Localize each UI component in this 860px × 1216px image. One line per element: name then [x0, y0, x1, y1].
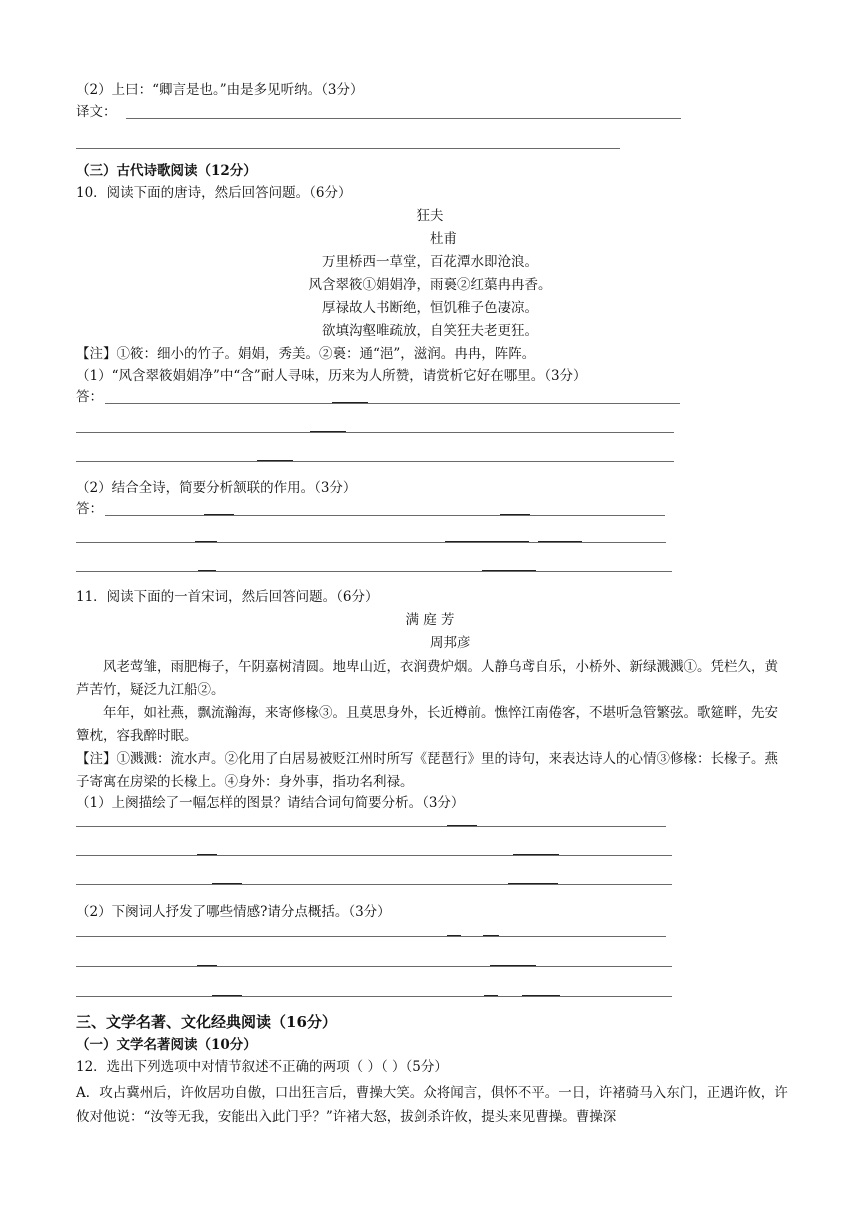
answer-line — [76, 542, 666, 543]
q11-note: 【注】①溅溅：流水声。②化用了白居易被贬江州时所写《琵琶行》里的诗句，来表达诗人的心情③修椽：长椽子。燕子寄寓在房梁的长椽上。④身外：身外事，指功名利禄。 — [76, 751, 778, 790]
answer-line — [76, 461, 674, 462]
answer-line-mark — [513, 854, 559, 855]
poem-line: 万里桥西一草堂，百花潭水即沧浪。 — [322, 254, 538, 270]
answer-line — [76, 855, 672, 856]
q10-sub2: （2）结合全诗，简要分析颔联的作用。（3分） — [76, 480, 357, 496]
answer-line-mark — [482, 570, 536, 571]
answer-label: 答： — [76, 389, 103, 405]
poem-title: 狂夫 — [416, 208, 444, 224]
answer-line-mark — [257, 460, 293, 461]
answer-line-mark — [500, 514, 530, 515]
answer-line-mark — [310, 431, 346, 432]
answer-line — [76, 966, 672, 967]
q10-note: 【注】①筱：细小的竹子。娟娟，秀美。②裛：通“浥”，滋润。冉冉，阵阵。 — [76, 346, 536, 362]
answer-line-mark — [445, 541, 529, 542]
answer-line — [105, 403, 680, 404]
answer-line-mark — [197, 965, 217, 966]
poem-line: 厚禄故人书断绝，恒饥稚子色凄凉。 — [322, 300, 538, 316]
q10-sub1: （1）“风含翠筱娟娟净”中“含”耐人寻味，历来为人所赞，请赏析它好在哪里。（3分） — [76, 368, 587, 384]
ci-title: 满 庭 芳 — [405, 612, 455, 628]
answer-line-mark — [484, 995, 498, 996]
q12-option-a: A．攻占冀州后，许攸居功自傲，口出狂言后，曹操大笑。众将闻言，俱怀不平。一日，许褚骑马入东门，正遇许攸，许攸对他说：“汝等无我，安能出入此门乎？”许褚大怒，拔剑杀许攸，提头来见曹操。曹操深 — [76, 1085, 788, 1125]
answer-line-mark — [198, 570, 216, 571]
translation-label: 译文： — [76, 104, 117, 120]
q11-intro: 11．阅读下面的一首宋词，然后回答问题。（6分） — [76, 589, 379, 605]
q11-sub1: （1）上阕描绘了一幅怎样的图景？请结合词句简要分析。（3分） — [76, 795, 465, 811]
answer-line-mark — [447, 935, 461, 936]
q9-sub2-text: （2）上曰：“卿言是也。”由是多见听纳。（3分） — [76, 82, 364, 98]
answer-line-mark — [197, 854, 217, 855]
poem-line: 欲填沟壑唯疏放，自笑狂夫老更狂。 — [322, 323, 538, 339]
answer-line — [76, 148, 620, 149]
answer-line — [126, 118, 681, 119]
answer-line-mark — [195, 541, 217, 542]
q11-sub2: （2）下阕词人抒发了哪些情感?请分点概括。（3分） — [76, 904, 391, 920]
answer-line-mark — [522, 995, 560, 996]
answer-line — [76, 884, 672, 885]
q12-intro: 12．选出下列选项中对情节叙述不正确的两项（ ）（ ）（5分） — [76, 1059, 448, 1075]
answer-line-mark — [508, 883, 558, 884]
answer-line — [76, 996, 672, 997]
answer-line-mark — [212, 995, 242, 996]
answer-label: 答： — [76, 501, 103, 517]
answer-line-mark — [212, 883, 242, 884]
answer-line — [76, 826, 666, 827]
answer-line-mark — [538, 541, 582, 542]
answer-line — [76, 432, 674, 433]
answer-line-mark — [447, 825, 477, 826]
poem-line: 风含翠筱①娟娟净，雨裛②红蕖冉冉香。 — [308, 277, 552, 293]
answer-line-mark — [332, 402, 368, 403]
answer-line-mark — [204, 514, 234, 515]
answer-line — [76, 936, 666, 937]
ci-paragraph: 年年，如社燕，飘流瀚海，来寄修椽③。且莫思身外，长近樽前。憔悴江南倦客，不堪听急管繁弦。歌筵畔，先安簟枕，容我醉时眠。 — [76, 705, 778, 744]
section-heading-classics: （一）文学名著阅读（10分） — [76, 1037, 257, 1053]
poem-author: 杜甫 — [430, 231, 457, 247]
ci-paragraph: 风老莺雏，雨肥梅子，午阴嘉树清圆。地卑山近，衣润费炉烟。人静乌鸢自乐，小桥外、新绿溅溅①。凭栏久，黄芦苦竹，疑泛九江船②。 — [76, 659, 778, 698]
answer-line-mark — [490, 965, 536, 966]
ci-author: 周邦彦 — [430, 635, 471, 651]
answer-line — [76, 571, 672, 572]
section-heading-poetry: （三）古代诗歌阅读（12分） — [76, 163, 257, 179]
answer-line-mark — [483, 935, 499, 936]
q10-intro: 10．阅读下面的唐诗，然后回答问题。（6分） — [76, 185, 352, 201]
part-heading: 三、文学名著、文化经典阅读（16分） — [76, 1013, 337, 1031]
answer-line — [105, 515, 665, 516]
